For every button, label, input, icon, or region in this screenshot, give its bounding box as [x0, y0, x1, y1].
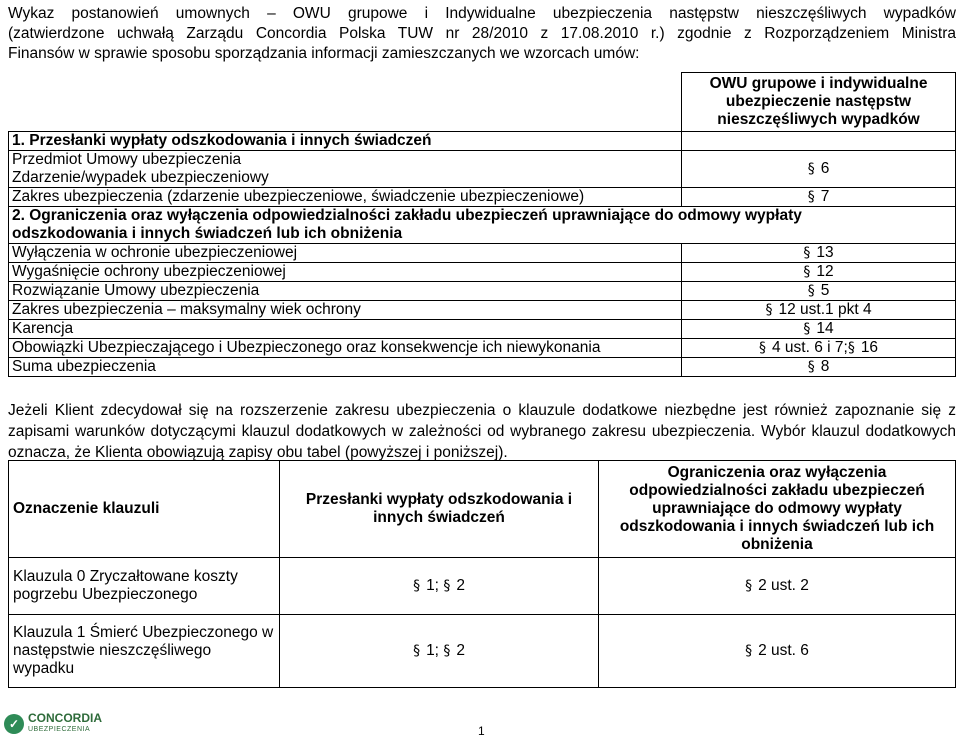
ref-value: 4 ust. 6 i 7;: [771, 339, 848, 356]
clause-ograniczenia: [599, 558, 956, 615]
clause-przeslanki: [280, 558, 599, 615]
section-symbol: §: [413, 643, 421, 659]
section-symbol: §: [758, 340, 766, 356]
table-header-row: [9, 461, 956, 558]
ref-value: 6: [820, 160, 830, 177]
clause-ograniczenia: [599, 615, 956, 688]
table-row: [9, 188, 956, 207]
ref-value: 16: [860, 339, 879, 356]
row-label: Zakres ubezpieczenia – maksymalny wiek ochrony: [9, 301, 682, 320]
row-label: [9, 151, 682, 188]
section-symbol: §: [807, 283, 815, 299]
logo-sub: UBEZPIECZENIA: [28, 726, 91, 733]
column-header: Ograniczenia oraz wyłączenia odpowiedzialności zakładu ubezpieczeń uprawniające do odmowy wypłaty odszkodowania i innych świadczeń lub ich obniżenia: [599, 461, 956, 558]
table-row: [9, 558, 956, 615]
concordia-logo-icon: ✓: [4, 714, 24, 734]
ref-value: 13: [816, 244, 834, 261]
intro-line-3: Finansów w sprawie sposobu sporządzania informacji zamieszczanych we wzorcach umów:: [8, 45, 640, 62]
table-row: [9, 615, 956, 688]
section-symbol: §: [807, 161, 815, 177]
row-ref: [682, 282, 956, 301]
section-2-title: [9, 207, 956, 244]
table-row: [9, 301, 956, 320]
section-symbol: §: [807, 189, 815, 205]
table-row: [9, 339, 956, 358]
intro-line-2: (zatwierdzone uchwałą Zarządu Concordia Polska TUW nr 28/2010 z 17.08.2010 r.) zgodnie z Rozporządzeniem Ministra: [8, 25, 956, 42]
section-symbol: §: [765, 302, 773, 318]
ref-value: 8: [820, 358, 830, 375]
row-label: Suma ubezpieczenia: [9, 358, 682, 377]
section-symbol: §: [807, 359, 815, 375]
ref-value: 14: [816, 320, 834, 337]
row-label: Obowiązki Ubezpieczającego i Ubezpieczonego oraz konsekwencje ich niewykonania: [9, 339, 682, 358]
ref-value: 2 ust. 2: [758, 577, 809, 594]
table-row: [9, 320, 956, 339]
empty-header-cell: [9, 73, 682, 132]
row-ref: [682, 339, 956, 358]
row-label: Wyłączenia w ochronie ubezpieczeniowej: [9, 244, 682, 263]
table-cell: [682, 132, 956, 151]
clause-przeslanki: [280, 615, 599, 688]
ref-value: 7: [820, 188, 830, 205]
section-1-title: 1. Przesłanki wypłaty odszkodowania i innych świadczeń: [9, 132, 682, 151]
section-symbol: §: [803, 264, 811, 280]
table-row: [9, 151, 956, 188]
column-header: OWU grupowe i indywidualne ubezpieczenie następstw nieszczęśliwych wypadków: [682, 73, 956, 132]
row-ref: [682, 151, 956, 188]
ref-value: 5: [820, 282, 830, 299]
provisions-table: [8, 72, 956, 377]
intro-line-1: Wykaz postanowień umownych – OWU grupowe i Indywidualne ubezpieczenia następstw nieszczęśliwych wypadków: [8, 5, 956, 22]
section-symbol: §: [745, 643, 753, 659]
page-number: 1: [478, 724, 485, 738]
ref-value: 1;: [426, 577, 439, 594]
clauses-paragraph: Jeżeli Klient zdecydował się na rozszerzenie zakresu ubezpieczenia o klauzule dodatkowe niezbędne jest również zapoznanie się z zapisami warunków dotyczącymi klauzul dodatkowych w zależności od wybranego zakresu ubezpieczenia. Wybór klauzul dodatkowych oznacza, że Klienta obowiązują zapisy obu tabel (powyższej i poniższej).: [8, 402, 956, 461]
ref-value: 2: [456, 642, 465, 659]
section-symbol: §: [443, 643, 451, 659]
row-ref: [682, 301, 956, 320]
table-header-row: [9, 73, 956, 132]
section-symbol: §: [443, 578, 451, 594]
ref-value: 2: [456, 577, 465, 594]
logo-name: CONCORDIA: [28, 711, 102, 725]
ref-value: 12 ust.1 pkt 4: [778, 301, 872, 318]
row-label: Karencja: [9, 320, 682, 339]
intro-text: [8, 4, 956, 64]
table-row: [9, 263, 956, 282]
section-symbol: §: [413, 578, 421, 594]
section-2-title-text: 2. Ograniczenia oraz wyłączenia odpowiedzialności zakładu ubezpieczeń uprawniające do odmowy wypłaty odszkodowania i innych świadczeń lub ich obniżenia: [12, 207, 802, 242]
clause-label: Klauzula 1 Śmierć Ubezpieczonego w następstwie nieszczęśliwego wypadku: [9, 615, 280, 688]
row-label: Rozwiązanie Umowy ubezpieczenia: [9, 282, 682, 301]
row-label-line: Przedmiot Umowy ubezpieczenia: [12, 151, 242, 168]
row-label-line: Zdarzenie/wypadek ubezpieczeniowy: [12, 169, 269, 186]
ref-value: 1;: [426, 642, 439, 659]
column-header: Oznaczenie klauzuli: [9, 461, 280, 558]
row-ref: [682, 188, 956, 207]
row-label: Zakres ubezpieczenia (zdarzenie ubezpieczeniowe, świadczenie ubezpieczeniowe): [9, 188, 682, 207]
ref-value: 2 ust. 6: [758, 642, 809, 659]
section-symbol: §: [745, 578, 753, 594]
table-row: [9, 282, 956, 301]
section-symbol: §: [803, 321, 811, 337]
section-symbol: §: [803, 245, 811, 261]
row-ref: [682, 320, 956, 339]
table-row: [9, 244, 956, 263]
row-ref: [682, 263, 956, 282]
ref-value: 12: [816, 263, 834, 280]
row-label: Wygaśnięcie ochrony ubezpieczeniowej: [9, 263, 682, 282]
clause-label: Klauzula 0 Zryczałtowane koszty pogrzebu Ubezpieczonego: [9, 558, 280, 615]
row-ref: [682, 244, 956, 263]
table-row: [9, 358, 956, 377]
column-header: Przesłanki wypłaty odszkodowania i innych świadczeń: [280, 461, 599, 558]
clauses-table: [8, 460, 956, 688]
section-2-title-row: [9, 207, 956, 244]
concordia-logo: [4, 713, 102, 735]
section-symbol: §: [847, 340, 855, 356]
section-1-title-row: [9, 132, 956, 151]
row-ref: [682, 358, 956, 377]
